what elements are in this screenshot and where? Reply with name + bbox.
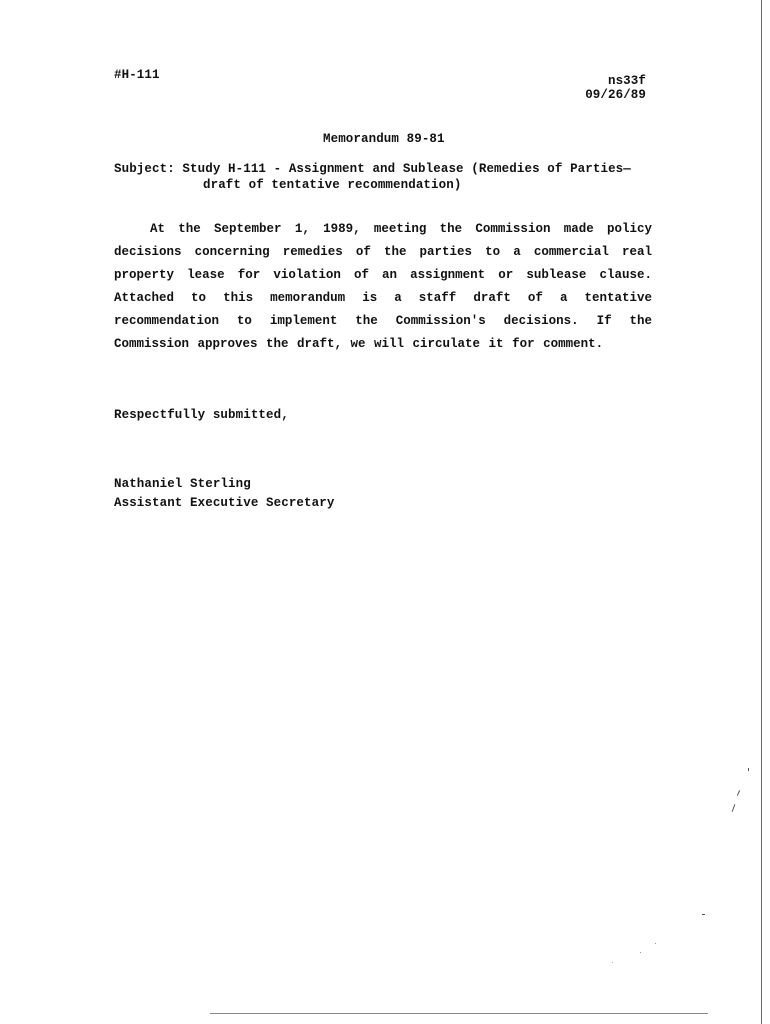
body-line-6: Commission approves the draft, we will circulate it for comment. <box>114 337 604 351</box>
scan-speck <box>732 804 736 812</box>
closing: Respectfully submitted, <box>114 408 289 422</box>
scan-speck <box>748 768 749 771</box>
scan-speck <box>612 962 613 963</box>
body-line-2: decisions concerning remedies of the parties to a commercial real <box>114 245 652 259</box>
scan-speck <box>640 952 641 953</box>
body-line-3: property lease for violation of an assignment or sublease clause. <box>114 268 652 282</box>
body-line-1: At the September 1, 1989, meeting the Commission made policy <box>150 222 652 236</box>
scan-edge-line <box>761 0 762 1024</box>
memo-title: Memorandum 89-81 <box>323 132 445 146</box>
scan-speck <box>737 790 740 796</box>
scan-speck <box>655 943 656 944</box>
subject-line-1: Subject: Study H-111 - Assignment and Sublease (Remedies of Parties— <box>114 162 631 176</box>
document-date: 09/26/89 <box>585 88 646 102</box>
document-code: ns33f <box>607 74 646 88</box>
file-id: #H-111 <box>114 68 160 82</box>
signer-title: Assistant Executive Secretary <box>114 496 335 510</box>
body-line-4: Attached to this memorandum is a staff draft of a tentative <box>114 291 652 305</box>
subject-line-2: draft of tentative recommendation) <box>203 178 462 192</box>
signer-name: Nathaniel Sterling <box>114 477 251 491</box>
scan-speck <box>702 914 705 915</box>
scan-bottom-line <box>210 1013 708 1014</box>
body-line-5: recommendation to implement the Commission's decisions. If the <box>114 314 652 328</box>
